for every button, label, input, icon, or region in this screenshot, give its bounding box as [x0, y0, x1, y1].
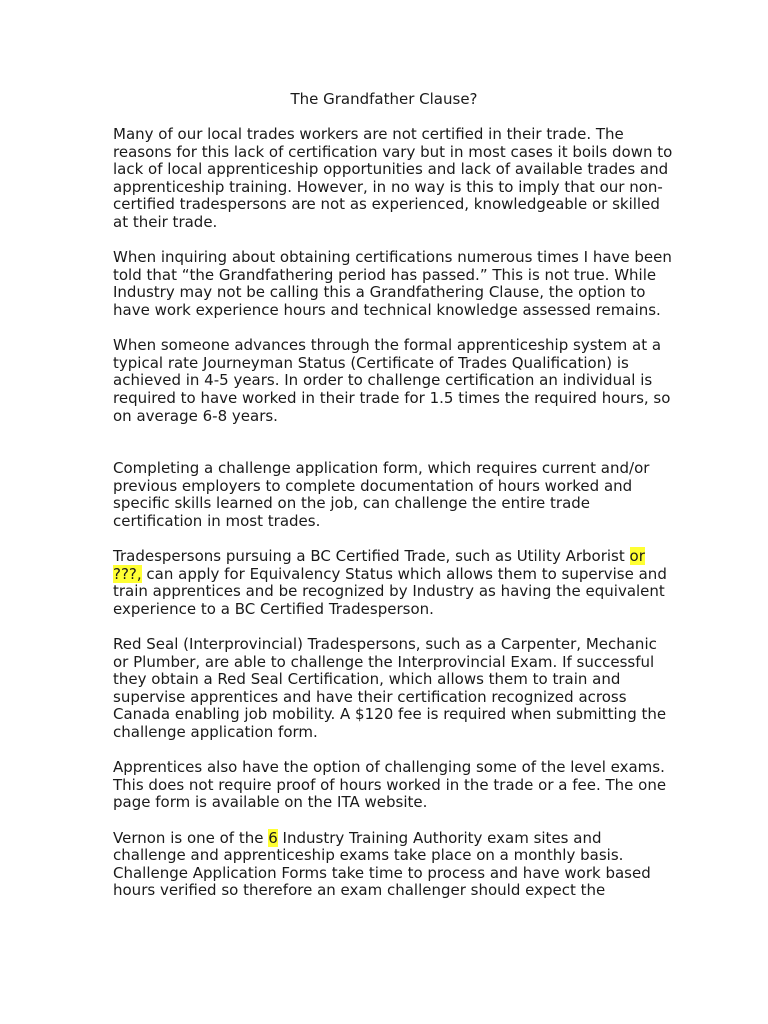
paragraph-5	[113, 548, 673, 618]
paragraph-4: Completing a challenge application form, which requires current and/or previous employers to complete documentation of hours worked and specific skills learned on the job, can challenge the entire trade certification in most trades.	[113, 459, 650, 530]
paragraph-8-text-end: Industry Training Authority exam sites and challenge and apprenticeship exams take place on a monthly basis. Challenge Application Forms take time to process and have work based hours verified so therefore an exam challenger should expect the	[113, 828, 651, 900]
paragraph-2: When inquiring about obtaining certifications numerous times I have been told that “the Grandfathering period has passed.” This is not true. While Industry may not be calling this a Grandfathering Clause, the option to have work experience hours and technical knowledge assessed remains.	[113, 248, 672, 319]
paragraph-8	[113, 830, 673, 900]
highlighted-text: or ???,	[113, 547, 645, 583]
document-body	[113, 126, 673, 918]
paragraph-7: Apprentices also have the option of challenging some of the level exams. This does not require proof of hours worked in the trade or a fee. The one page form is available on the ITA website.	[113, 758, 667, 812]
paragraph-1: Many of our local trades workers are not certified in their trade. The reasons for this lack of certification vary but in most cases it boils down to lack of local apprenticeship opportunities and lack of available trades and apprenticeship training. However, in no way is this to imply that our non-certified tradespersons are not as experienced, knowledgeable or skilled at their trade.	[113, 125, 673, 231]
paragraph-3: When someone advances through the formal apprenticeship system at a typical rate Journeyman Status (Certificate of Trades Qualification) is achieved in 4-5 years. In order to challenge certification an individual is required to have worked in their trade for 1.5 times the required hours, so on average 6-8 years.	[113, 336, 671, 425]
document-title: The Grandfather Clause?	[290, 90, 478, 108]
paragraph-6: Red Seal (Interprovincial) Tradespersons, such as a Carpenter, Mechanic or Plumber, are able to challenge the Interprovincial Exam. If successful they obtain a Red Seal Certification, which allows them to train and supervise apprentices and have their certification recognized across Canada enabling job mobility. A $120 fee is required when submitting the challenge application form.	[113, 635, 667, 741]
paragraph-5-text-start: Tradespersons pursuing a BC Certified Trade, such as Utility Arborist	[113, 547, 630, 566]
paragraph-5-text-end: can apply for Equivalency Status which allows them to supervise and train apprentices and be recognized by Industry as having the equivalent experience to a BC Certified Tradesperson.	[113, 564, 667, 618]
highlighted-number: 6	[268, 828, 278, 847]
paragraph-8-text-start: Vernon is one of the	[113, 828, 269, 847]
